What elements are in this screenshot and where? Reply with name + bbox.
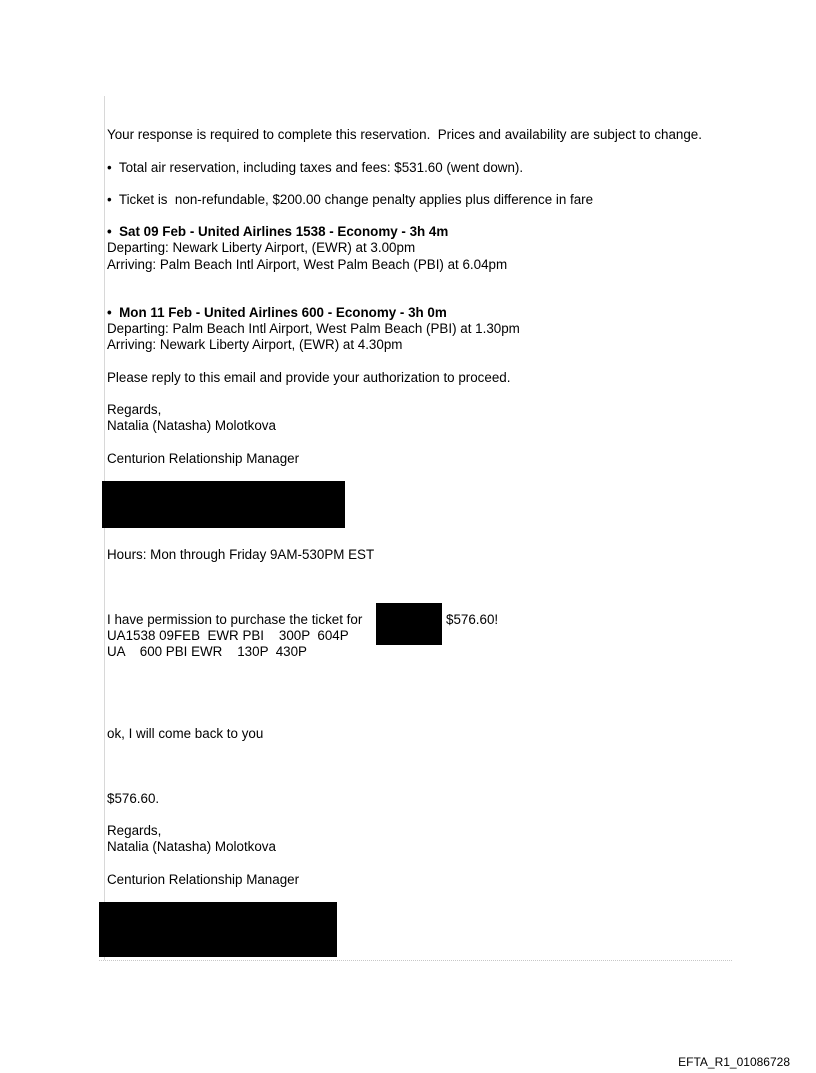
signature2-name: Natalia (Natasha) Molotkova [107, 839, 276, 854]
bottom-divider [99, 960, 732, 961]
flight1-arriving: Arriving: Palm Beach Intl Airport, West Palm Beach (PBI) at 6.04pm [107, 257, 508, 272]
flight2-header: • Mon 11 Feb - United Airlines 600 - Economy - 3h 0m [107, 305, 447, 320]
bates-number: EFTA_R1_01086728 [678, 1055, 790, 1069]
flight1-departing: Departing: Newark Liberty Airport, (EWR) at 3.00pm [107, 240, 416, 255]
flight2-arriving: Arriving: Newark Liberty Airport, (EWR) at 4.30pm [107, 337, 403, 352]
permission-text: I have permission to purchase the ticket for [107, 612, 363, 627]
signature1-regards: Regards, [107, 402, 162, 417]
signature2-title: Centurion Relationship Manager [107, 872, 300, 887]
price-text: $576.60. [107, 791, 160, 806]
bullet-ticket: • Ticket is non-refundable, $200.00 change penalty applies plus difference in fare [107, 192, 594, 207]
itinerary-line-1: UA1538 09FEB EWR PBI 300P 604P [107, 628, 349, 643]
bullet-total: • Total air reservation, including taxes and fees: $531.60 (went down). [107, 160, 524, 175]
redaction-block-3 [99, 902, 337, 957]
flight2-departing: Departing: Palm Beach Intl Airport, West Palm Beach (PBI) at 1.30pm [107, 321, 520, 336]
permission-amount: $576.60! [446, 612, 499, 627]
signature2-regards: Regards, [107, 823, 162, 838]
hours-text: Hours: Mon through Friday 9AM-530PM EST [107, 547, 375, 562]
quote-left-border [104, 96, 105, 960]
reply-ok: ok, I will come back to you [107, 726, 264, 741]
signature1-title: Centurion Relationship Manager [107, 451, 300, 466]
flight1-header: • Sat 09 Feb - United Airlines 1538 - Economy - 3h 4m [107, 224, 449, 239]
itinerary-line-2: UA 600 PBI EWR 130P 430P [107, 644, 307, 659]
signature1-name: Natalia (Natasha) Molotkova [107, 418, 276, 433]
redaction-block-1 [102, 481, 345, 528]
intro-text: Your response is required to complete this reservation. Prices and availability are subject to change. [107, 127, 702, 142]
reply-request: Please reply to this email and provide your authorization to proceed. [107, 370, 511, 385]
redaction-block-2 [376, 603, 442, 645]
